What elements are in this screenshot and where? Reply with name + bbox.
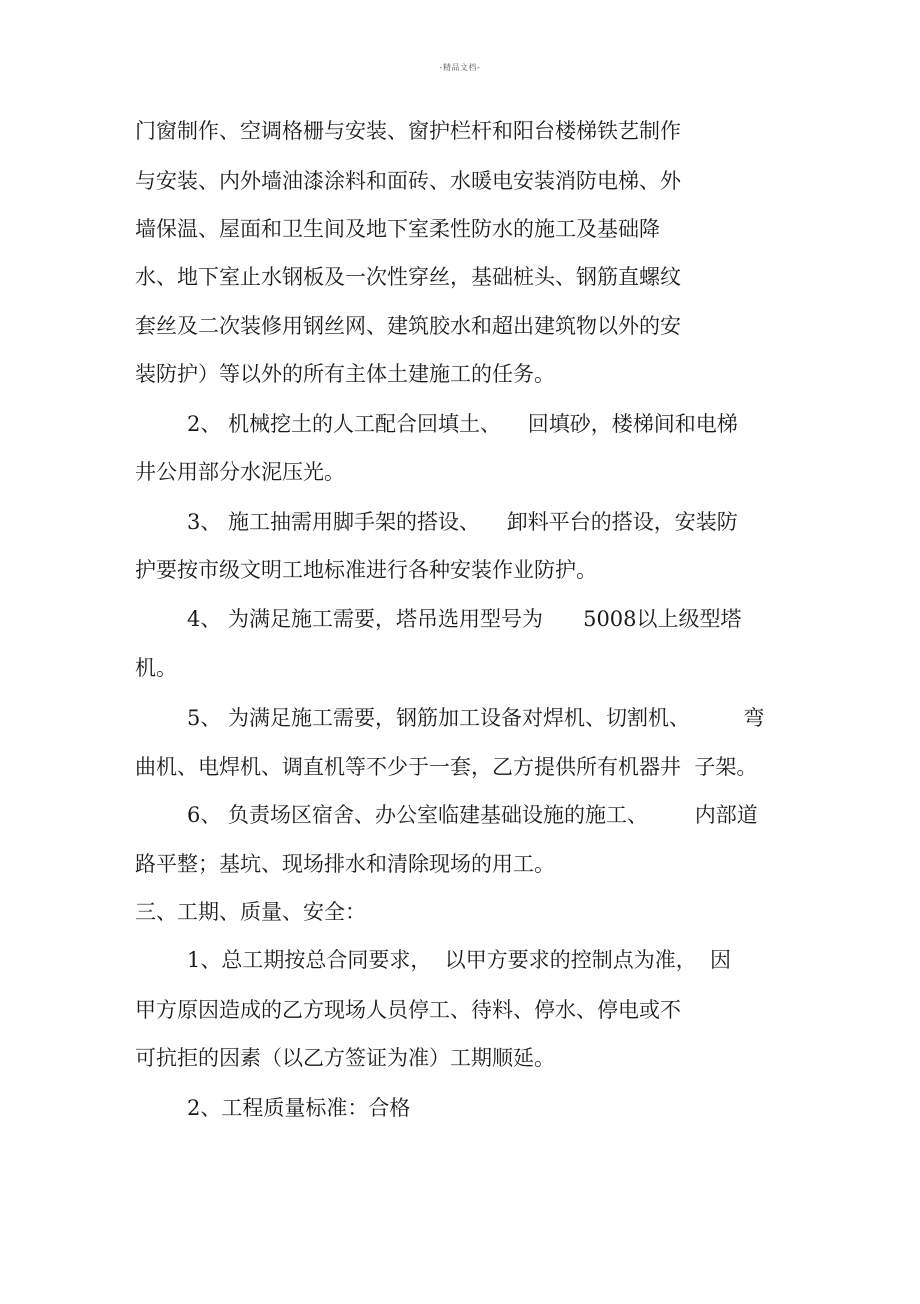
list-item-6-line-1: 6、 负责场区宿舍、办公室临建基础设施的施工、 内部道 (187, 803, 758, 827)
section-heading: 三、工期、质量、安全： (135, 900, 366, 924)
list-item-4-line-2: 机。 (135, 656, 177, 680)
page-header: -精品文档- (439, 63, 481, 72)
text-line: 装防护）等以外的所有主体土建施工的任务。 (135, 362, 555, 386)
list-item-5-line-1: 5、 为满足施工需要，钢筋加工设备对焊机、切割机、 弯 (187, 706, 765, 730)
list-item-4-line-1: 4、 为满足施工需要，塔吊选用型号为 5008以上级型塔 (187, 607, 742, 631)
list-item-3-line-2: 护要按市级文明工地标准进行各种安装作业防护。 (135, 558, 597, 582)
text-line: 墙保温、屋面和卫生间及地下室柔性防水的施工及基础降 (135, 217, 660, 241)
text-line: 门窗制作、空调格栅与安装、窗护栏杆和阳台楼梯铁艺制作 (135, 119, 681, 143)
list-item-6-line-2: 路平整；基坑、现场排水和清除现场的用工。 (135, 852, 555, 876)
list-item-3-line-1: 3、 施工抽需用脚手架的搭设、 卸料平台的搭设，安装防 (187, 510, 738, 534)
text-line: 套丝及二次装修用钢丝网、建筑胶水和超出建筑物以外的安 (135, 314, 681, 338)
clause-1-line-1: 1、总工期按总合同要求， 以甲方要求的控制点为准， 因 (187, 948, 732, 972)
list-item-2-line-2: 井公用部分水泥压光。 (135, 460, 345, 484)
clause-1-line-2: 甲方原因造成的乙方现场人员停工、待料、停水、停电或不 (135, 998, 681, 1022)
text-line: 与安装、内外墙油漆涂料和面砖、水暖电安装消防电梯、外 (135, 169, 681, 193)
list-item-5-line-2: 曲机、电焊机、调直机等不少于一套，乙方提供所有机器井 子架。 (135, 755, 758, 779)
clause-2-line-1: 2、工程质量标准：合格 (187, 1096, 411, 1120)
text-line: 水、地下室止水钢板及一次性穿丝，基础桩头、钢筋直螺纹 (135, 265, 681, 289)
list-item-2-line-1: 2、 机械挖土的人工配合回填土、 回填砂，楼梯间和电梯 (187, 412, 738, 436)
clause-1-line-3: 可抗拒的因素（以乙方签证为准）工期顺延。 (135, 1046, 555, 1070)
